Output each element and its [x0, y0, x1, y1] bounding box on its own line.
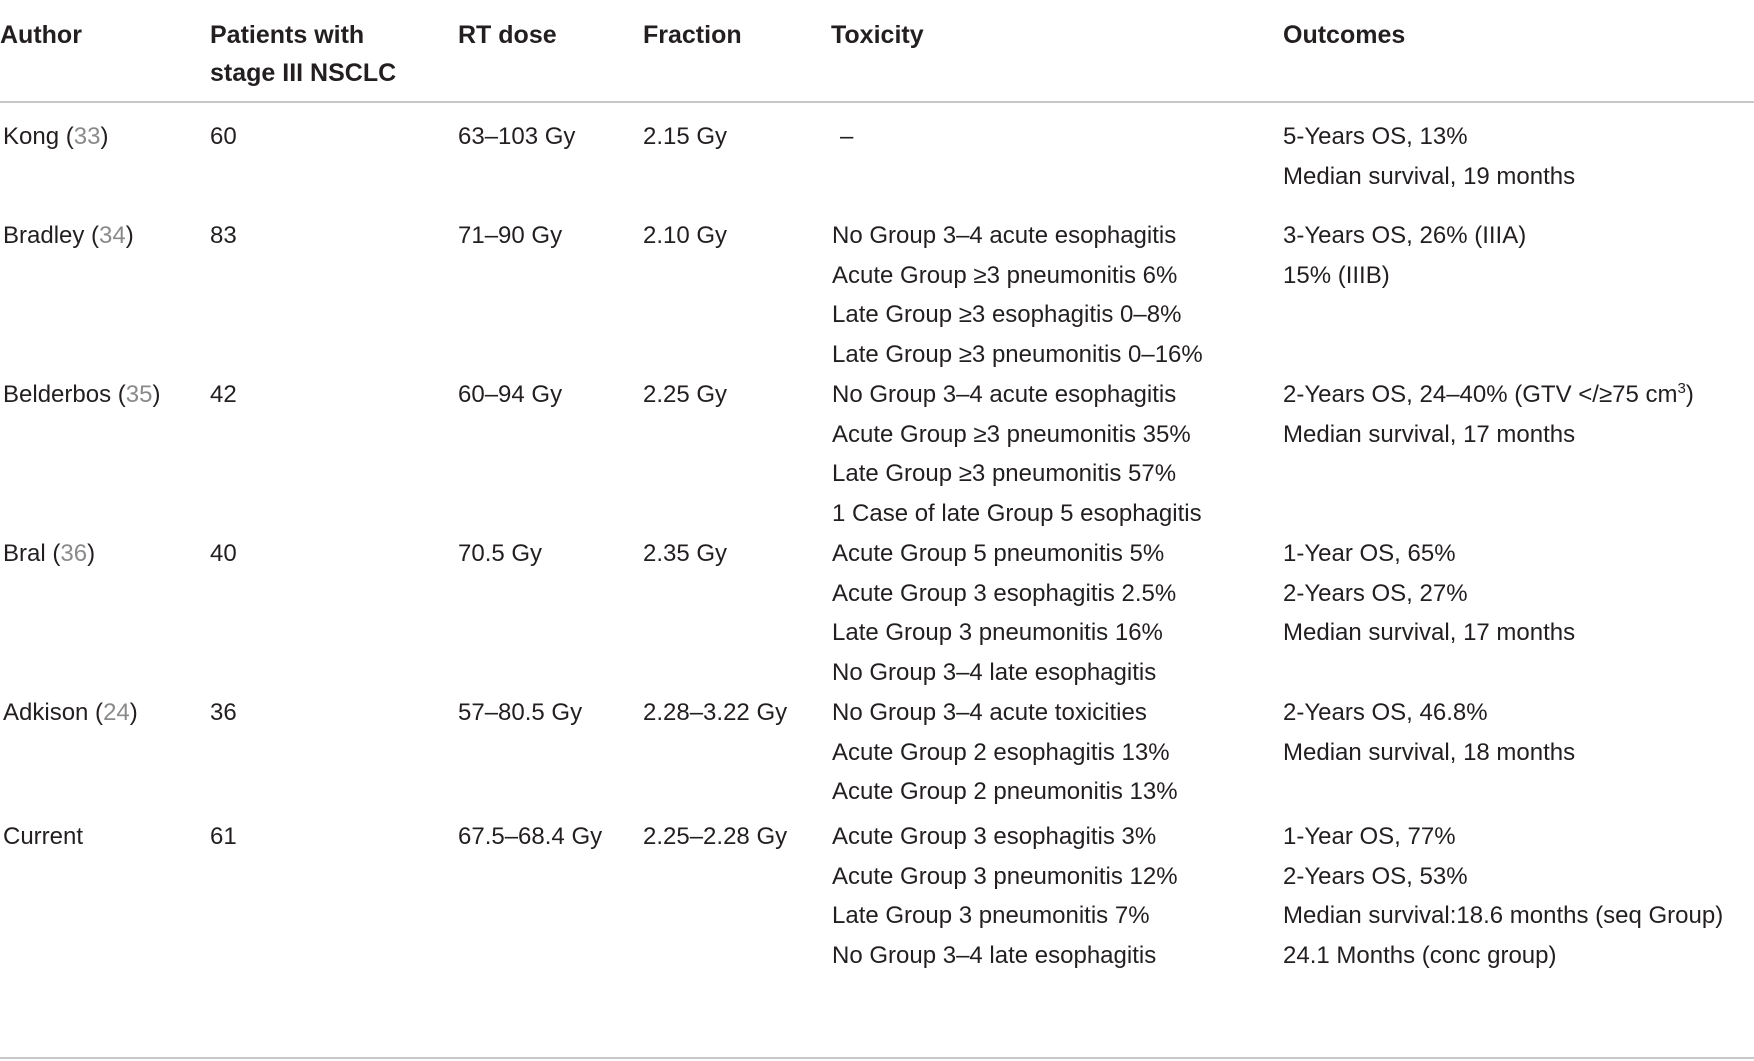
outcomes-text: Median survival:18.6 months (seq Group) — [1283, 902, 1724, 929]
closing-paren: ) — [1685, 381, 1694, 408]
outcomes-text: 1-Year OS, 65% — [1283, 540, 1456, 567]
table-row — [0, 803, 1754, 973]
toxicity-text: No Group 3–4 late esophagitis — [832, 941, 1157, 969]
toxicity-text: – — [840, 123, 854, 150]
cell-dose: 57–80.5 Gy — [458, 699, 583, 726]
cell-toxicity — [832, 693, 1178, 812]
cell-patients: 83 — [210, 222, 237, 249]
header-fraction: Fraction — [643, 21, 742, 49]
toxicity-line — [832, 733, 1178, 773]
reference-link[interactable]: 33 — [73, 123, 101, 150]
toxicity-text: No Group 3–4 acute esophagitis — [832, 222, 1177, 249]
toxicity-text: Late Group ≥3 esophagitis 0–8% — [832, 301, 1182, 328]
reference-link[interactable]: 24 — [103, 699, 130, 726]
toxicity-text: Late Group 3 pneumonitis 16% — [832, 619, 1163, 646]
author-name: Kong — [3, 123, 60, 150]
outcome-line — [1283, 415, 1694, 455]
toxicity-line — [832, 216, 1203, 256]
outcomes-text: 15% (IIIB) — [1283, 261, 1390, 289]
cell-author — [3, 817, 83, 857]
cell-patients: 40 — [210, 540, 237, 567]
cell-dose: 67.5–68.4 Gy — [458, 823, 603, 850]
cell-dose: 70.5 Gy — [458, 540, 543, 567]
cell-author: Kong (33) — [3, 123, 109, 150]
toxicity-text: Acute Group 2 pneumonitis 13% — [832, 778, 1178, 805]
toxicity-line — [832, 574, 1176, 614]
cell-dose: 63–103 Gy — [458, 123, 576, 150]
outcomes-text: Median survival, 18 months — [1283, 738, 1576, 766]
outcome-line — [1283, 375, 1694, 415]
cell-author: Belderbos (35) — [3, 381, 161, 408]
author-name: Adkison — [3, 699, 89, 726]
outcome-line — [1283, 256, 1526, 296]
cell-toxicity — [840, 117, 853, 157]
toxicity-line — [832, 415, 1202, 455]
cell-dose: 60–94 Gy — [458, 381, 563, 408]
toxicity-line — [832, 256, 1203, 296]
outcome-line — [1283, 574, 1575, 614]
toxicity-line — [832, 454, 1202, 494]
toxicity-text: Late Group ≥3 pneumonitis 57% — [832, 460, 1177, 487]
cell-author: Adkison (24) — [3, 699, 138, 726]
toxicity-text: Acute Group ≥3 pneumonitis 6% — [832, 261, 1178, 289]
table-row — [0, 679, 1754, 803]
superscript: 3 — [1677, 380, 1686, 397]
outcomes-text: 2-Years OS, 24–40% (GTV </≥75 cm — [1283, 381, 1678, 408]
author-name: Belderbos — [3, 381, 112, 408]
header-rt-dose: RT dose — [458, 21, 557, 49]
toxicity-text: Acute Group ≥3 pneumonitis 35% — [832, 420, 1191, 448]
author-name: Current — [3, 823, 84, 850]
cell-outcomes — [1283, 693, 1575, 772]
toxicity-line — [832, 896, 1178, 936]
toxicity-text: Acute Group 2 esophagitis 13% — [832, 738, 1170, 766]
outcome-line — [1283, 733, 1575, 773]
table-row — [0, 103, 1754, 202]
outcomes-text: 24.1 Months (conc group) — [1283, 941, 1557, 969]
outcome-line — [1283, 613, 1575, 653]
outcomes-text: Median survival, 17 months — [1283, 619, 1576, 646]
outcomes-text: 5-Years OS, 13% — [1283, 123, 1468, 150]
toxicity-line — [832, 613, 1176, 653]
table-body — [0, 103, 1754, 973]
cell-outcomes — [1283, 117, 1575, 196]
table-header-row — [0, 0, 1754, 103]
toxicity-text: Acute Group 3 pneumonitis 12% — [832, 862, 1178, 890]
outcomes-text: 1-Year OS, 77% — [1283, 823, 1456, 850]
cell-outcomes — [1283, 375, 1694, 454]
toxicity-text: 1 Case of late Group 5 esophagitis — [832, 499, 1202, 527]
toxicity-text: No Group 3–4 acute toxicities — [832, 699, 1147, 726]
cell-toxicity — [832, 216, 1203, 374]
outcome-line — [1283, 896, 1723, 936]
outcomes-text: 2-Years OS, 46.8% — [1283, 699, 1488, 726]
toxicity-line — [840, 117, 853, 157]
outcomes-text: 2-Years OS, 53% — [1283, 862, 1468, 890]
toxicity-line — [832, 817, 1178, 857]
cell-patients: 42 — [210, 381, 237, 408]
toxicity-text: Acute Group 5 pneumonitis 5% — [832, 540, 1165, 567]
outcome-line — [1283, 216, 1526, 256]
cell-author: Bral (36) — [3, 540, 96, 567]
cell-outcomes — [1283, 817, 1723, 975]
outcome-line — [1283, 857, 1723, 897]
outcomes-text: 3-Years OS, 26% (IIIA) — [1283, 222, 1527, 249]
toxicity-line — [832, 375, 1202, 415]
cell-patients: 36 — [210, 699, 237, 726]
author-name: Bral — [3, 540, 46, 567]
cell-patients: 61 — [210, 823, 237, 850]
cell-author: Bradley (34) — [3, 222, 134, 249]
outcomes-text: Median survival, 19 months — [1283, 162, 1576, 190]
outcome-line — [1283, 817, 1723, 857]
table-bottom-rule — [0, 1057, 1754, 1059]
reference-link[interactable]: 35 — [125, 381, 153, 408]
outcomes-text: 2-Years OS, 27% — [1283, 579, 1468, 607]
cell-fraction: 2.25 Gy — [643, 381, 728, 408]
outcome-line — [1283, 117, 1575, 157]
header-toxicity: Toxicity — [831, 21, 924, 49]
table-row — [0, 202, 1754, 368]
cell-toxicity — [832, 534, 1176, 692]
cell-patients: 60 — [210, 123, 237, 150]
toxicity-line — [832, 936, 1178, 976]
outcome-line — [1283, 693, 1575, 733]
table-row — [0, 361, 1754, 527]
toxicity-line — [832, 693, 1178, 733]
reference-link[interactable]: 36 — [60, 540, 88, 567]
table-row — [0, 520, 1754, 686]
toxicity-line — [832, 534, 1176, 574]
header-author: Author — [0, 21, 82, 49]
cell-toxicity — [832, 375, 1202, 533]
toxicity-line — [832, 295, 1203, 335]
toxicity-text: Late Group ≥3 pneumonitis 0–16% — [832, 340, 1203, 368]
toxicity-text: No Group 3–4 acute esophagitis — [832, 381, 1177, 408]
toxicity-text: Acute Group 3 esophagitis 3% — [832, 823, 1157, 850]
header-patients: Patients with stage III NSCLC — [210, 21, 397, 87]
cell-fraction: 2.35 Gy — [643, 540, 728, 567]
cell-outcomes — [1283, 534, 1575, 653]
cell-fraction: 2.10 Gy — [643, 222, 728, 249]
toxicity-text: Late Group 3 pneumonitis 7% — [832, 902, 1150, 929]
header-outcomes: Outcomes — [1283, 21, 1406, 49]
author-name: Bradley — [3, 222, 85, 249]
outcome-line — [1283, 936, 1723, 976]
cell-fraction: 2.15 Gy — [643, 123, 728, 150]
cell-outcomes — [1283, 216, 1526, 295]
reference-link[interactable]: 34 — [99, 222, 126, 249]
toxicity-text: No Group 3–4 late esophagitis — [832, 658, 1157, 686]
outcome-line — [1283, 157, 1575, 197]
toxicity-text: Acute Group 3 esophagitis 2.5% — [832, 579, 1177, 607]
outcomes-text: Median survival, 17 months — [1283, 420, 1576, 448]
outcome-line — [1283, 534, 1575, 574]
cell-toxicity — [832, 817, 1178, 975]
cell-fraction: 2.25–2.28 Gy — [643, 823, 788, 850]
cell-fraction: 2.28–3.22 Gy — [643, 699, 788, 726]
toxicity-line — [832, 857, 1178, 897]
cell-dose: 71–90 Gy — [458, 222, 563, 249]
